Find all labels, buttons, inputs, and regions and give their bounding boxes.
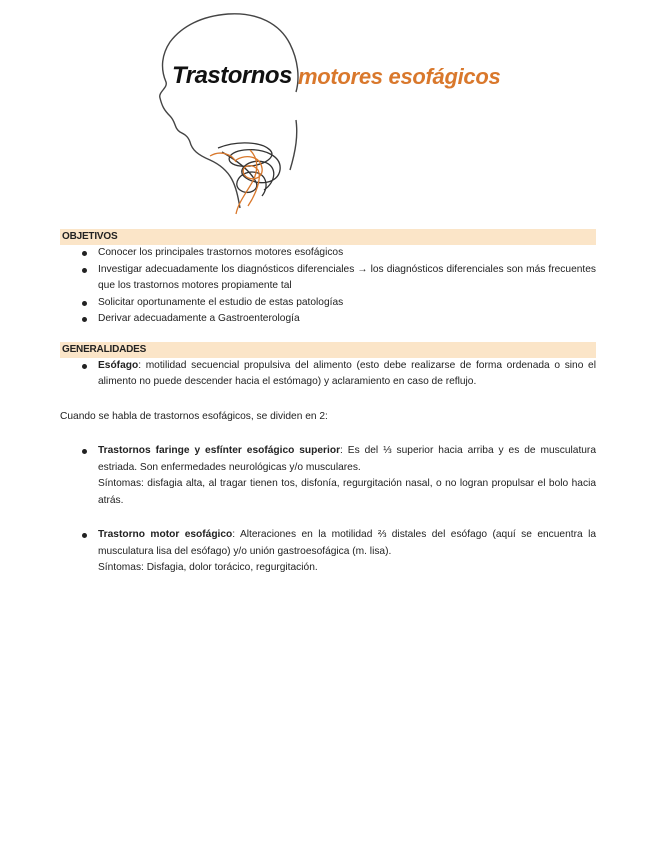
- types-list-2: [60, 527, 596, 560]
- esofago-text: : motilidad secuencial propulsiva del alimento (esto debe realizarse de forma ordenada o sino el alimento no puede descender hacia el estómago) y aclaramiento en caso de reflujo.: [98, 359, 596, 387]
- type-term: Trastorno motor esofágico: [98, 529, 233, 540]
- list-item-text: Solicitar oportunamente el estudio de estas patologías: [98, 296, 344, 308]
- list-item-text: Derivar adecuadamente a Gastroenterología: [98, 313, 300, 324]
- intro-paragraph: Cuando se habla de trastornos esofágicos, se dividen en 2:: [60, 410, 328, 422]
- bullet-icon: [82, 364, 87, 369]
- type-term: Trastornos faringe y esfínter esofágico superior: [98, 445, 341, 456]
- document-body: [60, 229, 596, 577]
- types-list: [60, 443, 596, 476]
- list-item: [60, 262, 596, 295]
- type-text: : Alteraciones en la motilidad ⅔ distales del esófago (aquí se encuentra la musculatura lisa del esófago) y/o unión gastroesofágica (m. lisa).: [98, 529, 596, 557]
- objetivos-list: [60, 245, 596, 328]
- bullet-icon: [82, 449, 87, 454]
- bullet-icon: [82, 251, 87, 256]
- list-item: [60, 245, 596, 262]
- list-item: [60, 311, 596, 328]
- esofago-term: Esófago: [98, 359, 139, 371]
- bullet-icon: [82, 533, 87, 538]
- list-item-text: Conocer los principales trastornos motores esofágicos: [98, 247, 344, 258]
- title-trastornos: Trastornos: [172, 62, 292, 89]
- bullet-icon: [82, 301, 87, 306]
- bullet-icon: [82, 317, 87, 322]
- objetivos-heading: OBJETIVOS: [60, 229, 596, 245]
- bullet-icon: [82, 268, 87, 273]
- list-item-text: Investigar adecuadamente los diagnósticos diferenciales → los diagnósticos diferenciales son más frecuentes que los trastornos motores propiamente tal: [98, 263, 596, 291]
- generalidades-list: [60, 358, 596, 391]
- generalidades-heading: GENERALIDADES: [60, 342, 596, 358]
- list-item: [60, 358, 596, 391]
- list-item: [60, 295, 596, 312]
- sintomas-text: Síntomas: disfagia alta, al tragar tienen tos, disfonía, regurgitación nasal, o no logran propulsar el bolo hacia atrás.: [98, 478, 596, 506]
- type-text: : Es del ⅓ superior hacia arriba y es de musculatura estriada. Son enfermedades neurológicas y/o musculares.: [98, 445, 596, 473]
- title-motores-esofagicos: motores esofágicos: [298, 64, 501, 89]
- sintomas-text: Síntomas: Disfagia, dolor torácico, regurgitación.: [98, 562, 318, 573]
- list-item: [60, 443, 596, 476]
- head-profile-illustration: [140, 10, 510, 215]
- list-item: [60, 527, 596, 560]
